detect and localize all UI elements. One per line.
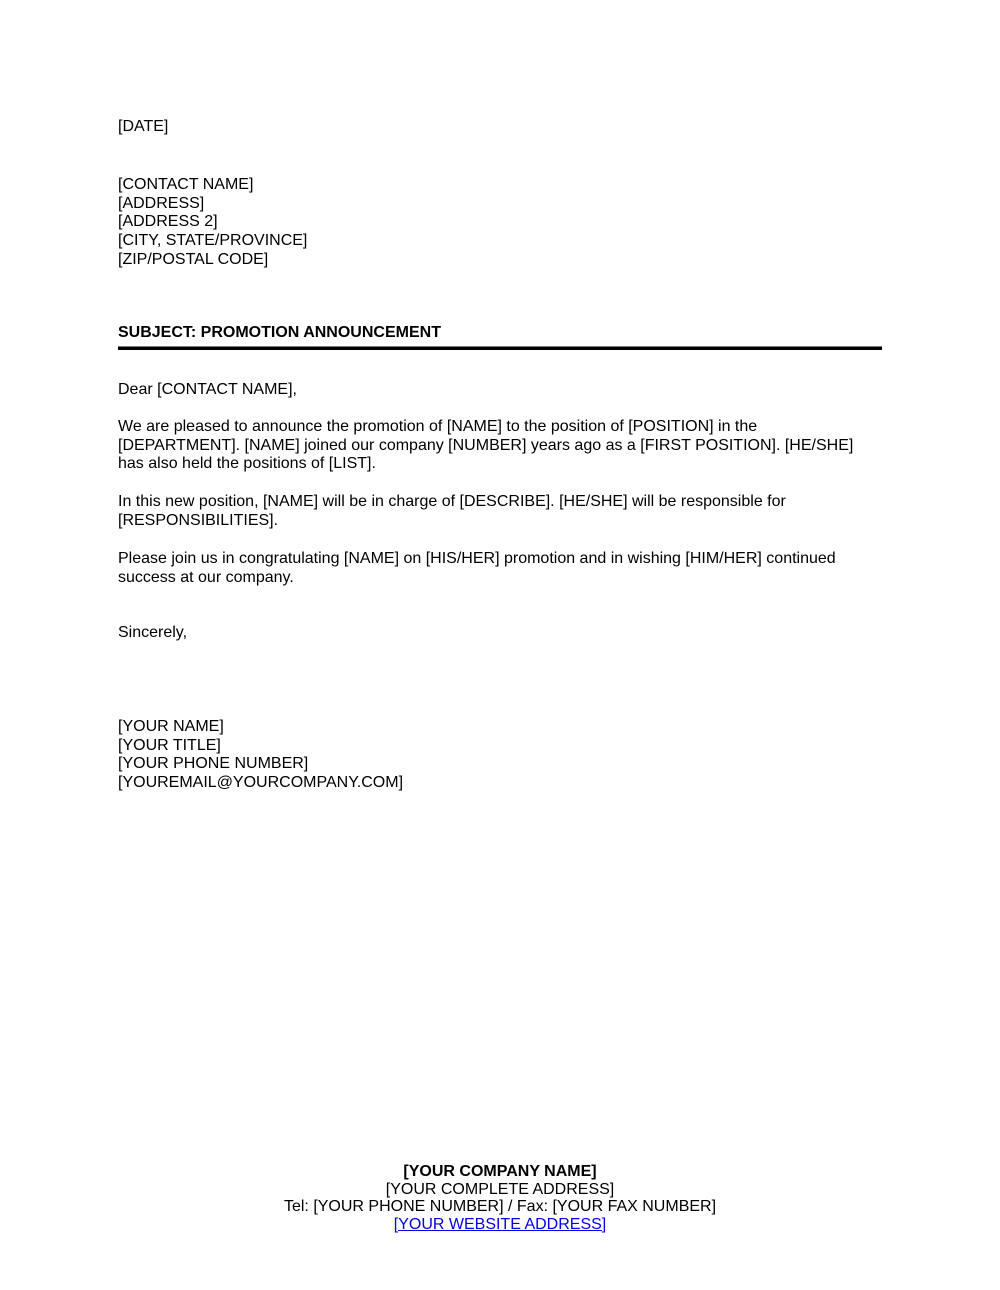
signature-email: [YOUREMAIL@YOURCOMPANY.COM] (118, 774, 404, 792)
signature-name: [YOUR NAME] (118, 718, 224, 735)
body-line: We are pleased to announce the promotion of [NAME] to the position of [POSITION] in the (118, 418, 758, 435)
signature-phone: [YOUR PHONE NUMBER] (118, 755, 309, 773)
salutation: Dear [CONTACT NAME], (118, 381, 297, 398)
footer-company-name: [YOUR COMPANY NAME] (403, 1163, 597, 1180)
recipient-zip-code: [ZIP/POSTAL CODE] (118, 250, 269, 268)
body-line: [DEPARTMENT]. [NAME] joined our company [NUMBER] years ago as a [FIRST POSITION]. [HE/SHE] (118, 436, 854, 454)
body-line: [RESPONSIBILITIES]. (118, 511, 279, 529)
closing: Sincerely, (118, 624, 188, 641)
subject-divider (118, 346, 882, 350)
website-link[interactable]: [YOUR WEBSITE ADDRESS] (393, 1215, 607, 1233)
recipient-address-2: [ADDRESS 2] (118, 213, 218, 231)
body-paragraph-1 (118, 418, 882, 474)
recipient-city-state: [CITY, STATE/PROVINCE] (118, 232, 308, 250)
signature-block (118, 718, 882, 793)
body-line: has also held the positions of [LIST]. (118, 455, 376, 473)
recipient-address: [ADDRESS] (118, 194, 205, 212)
recipient-block (118, 176, 882, 270)
footer-company-address: [YOUR COMPLETE ADDRESS] (385, 1180, 615, 1198)
body-paragraph-3 (118, 550, 882, 587)
signature-title: [YOUR TITLE] (118, 736, 221, 754)
body-line: In this new position, [NAME] will be in charge of [DESCRIBE]. [HE/SHE] will be responsible for (118, 493, 786, 510)
subject-heading: SUBJECT: PROMOTION ANNOUNCEMENT (118, 324, 441, 341)
body-line: success at our company. (118, 568, 294, 586)
footer-tel-fax: Tel: [YOUR PHONE NUMBER] / Fax: [YOUR FAX NUMBER] (283, 1198, 717, 1215)
date-line: [DATE] (118, 118, 169, 135)
footer (0, 1163, 1000, 1233)
body-line: Please join us in congratulating [NAME] on [HIS/HER] promotion and in wishing [HIM/HER] continued (118, 550, 836, 567)
body-paragraph-2 (118, 493, 882, 530)
recipient-contact-name: [CONTACT NAME] (118, 176, 254, 193)
